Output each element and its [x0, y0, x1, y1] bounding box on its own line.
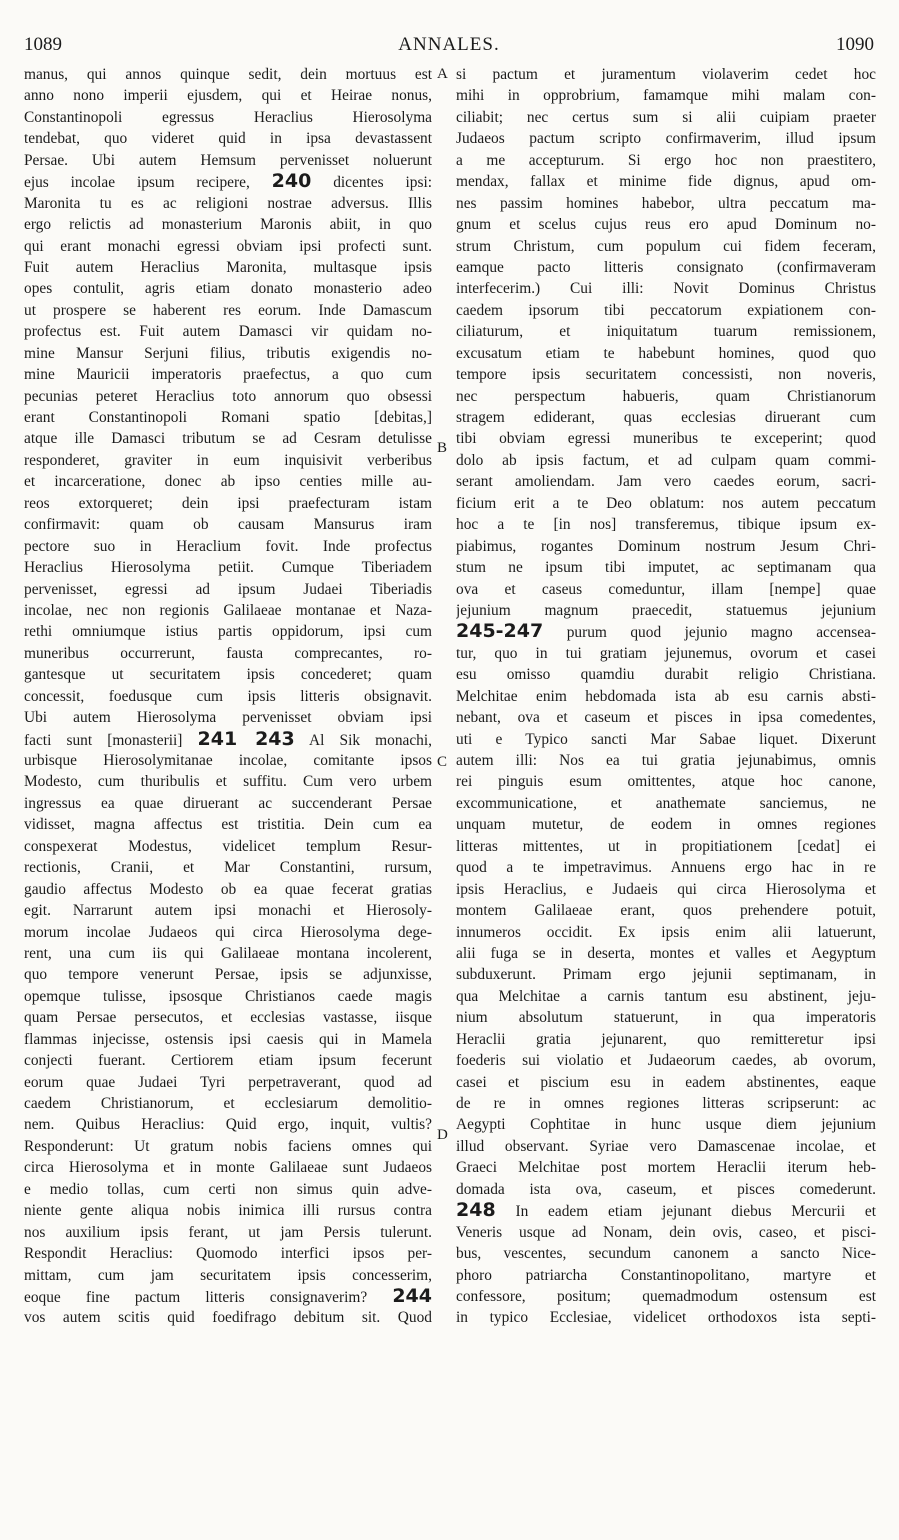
text-line: gantesque ut securitatem ipsis concederet; quam [24, 666, 432, 684]
text-line: confessore, positum; quemadmodum ostensum est [456, 1287, 876, 1305]
text-line: 245-247 purum quod jejunio magno accensea- [456, 620, 876, 643]
text-line: ova et caseus comeduntur, illam [nempe] quae [456, 580, 876, 598]
text-line: ejus incolae ipsum recipere, 240 dicentes ipsi: [24, 170, 432, 193]
text-line: Melchitae enim hebdomada ista ab esu carnis absti- [456, 687, 876, 705]
text-line: eorum quae Judaei Tyri perpetraverant, quod ad [24, 1073, 432, 1091]
text-line: litteras mittentes, ut in propitiationem [cedat] ei [456, 837, 876, 855]
page-number-right: 1090 [836, 34, 874, 55]
text-line: urbisque Hierosolymitanae incolae, comitante ipsos [24, 752, 432, 769]
text-line: conjecti fuerant. Certiorem etiam ipsum fecerunt [24, 1052, 432, 1070]
text-line: egit. Narrarunt autem ipsi monachi et Hierosoly- [24, 902, 432, 920]
text-line: innumeros occidit. Ex ipsis enim alii latuerunt, [456, 923, 876, 941]
text-line: nec perspectum habueris, quam Christianorum [456, 387, 876, 405]
section-number: 244 [392, 1284, 432, 1307]
text-line: tur, quo in tui gratiam jejunemus, ovorum et casei [456, 644, 876, 662]
section-number: 245-247 [456, 620, 544, 643]
text-line: domada ista ova, caseum, et pisces comederunt. [456, 1180, 876, 1198]
text-line: ergo relictis ad monasterium Maronis abiit, in quo [24, 216, 432, 234]
text-line: interfecerim.) Cui illi: Novit Dominus Christus [456, 280, 876, 298]
text-line: nos auxilium ipsis ferant, ut jam Persis tulerunt. [24, 1223, 432, 1241]
running-header [24, 34, 874, 60]
text-line: piabimus, rogantes Dominum nostrum Jesum Chri- [456, 537, 876, 555]
text-line: serant amoliendam. Jam vero caedes eorum, sacri- [456, 473, 876, 491]
text-line: responderet, graviter in eum inquisivit verberibus [24, 451, 432, 469]
text-line: pecunias peteret Heraclius toto annorum quo obsessi [24, 387, 432, 405]
text-line: mine Mauricii imperatoris praefectus, a quo cum [24, 366, 432, 384]
margin-letter-b: B [437, 440, 448, 456]
text-line: Persae. Ubi autem Hemsum pervenisset noluerunt [24, 151, 432, 169]
text-line: in typico Ecclesiae, videlicet orthodoxos ista septi- [456, 1309, 876, 1327]
text-line: eoque fine pactum litteris consignaverim? 244 [24, 1284, 432, 1307]
text-line: Maronita tu es ac religioni nostrae adversus. Illis [24, 194, 432, 212]
text-line: excusatum etiam te habebunt homines, quod quo [456, 344, 876, 362]
text-line: jejunium magnum praecedit, statuemus jejunium [456, 601, 876, 619]
text-line: flammas injecisse, ostensis ipsi caesis qui in Mamela [24, 1030, 432, 1048]
text-line: nes passim homines habebor, ultra peccatum ma- [456, 194, 876, 212]
text-line: qua Melchitae a carnis tantum esu abstinent, jeju- [456, 987, 876, 1005]
text-line: phoro patriarcha Constantinopolitano, martyre et [456, 1266, 876, 1284]
text-line: tendebat, quo videret quid in ipsa devastassent [24, 130, 432, 148]
text-line: morum incolae Judaeos qui circa Hierosolyma dege- [24, 923, 432, 941]
text-line: autem illi: Nos ea tui gratia jejunabimus, omnis [456, 752, 876, 769]
text-line: caedem Christianorum, et ecclesiarum demolitio- [24, 1095, 432, 1112]
text-line: 248 In eadem etiam jejunant diebus Mercurii et [456, 1199, 876, 1222]
text-line: mittam, cum jam securitatem ipsis concesserim, [24, 1266, 432, 1284]
text-line: erant Constantinopoli Romani spatio [debitas,] [24, 409, 432, 426]
text-line: nium absolutum statuerunt, in qua imperatoris [456, 1009, 876, 1027]
text-line: confirmavit: quam ob causam Mansurus iram [24, 516, 432, 534]
text-line: caedem ipsorum tibi peccatorum expiationem con- [456, 301, 876, 319]
text-line: Graeci Melchitae post mortem Heraclii iterum heb- [456, 1159, 876, 1177]
text-line: gnum et scelus cujus reus ero apud Dominum no- [456, 216, 876, 234]
text-line: quod a te impetravimus. Annuens ergo hac in re [456, 859, 876, 877]
text-line: ficium erit a te Deo oblatum: nos autem peccatum [456, 494, 876, 512]
text-line: quam Persae persecutos, et ecclesias vastasse, iisque [24, 1009, 432, 1027]
text-line: facti sunt [monasterii] 241 243 Al Sik monachi, [24, 727, 432, 750]
text-line: muneribus occurrerunt, fausta comprecantes, ro- [24, 644, 432, 662]
text-line: subduxerunt. Primam ergo jejunii septimanam, in [456, 966, 876, 984]
text-line: uti e Typico sancti Mar Sabae liquet. Dixerunt [456, 730, 876, 748]
text-line: Responderunt: Ut gratum nobis faciens omnes qui [24, 1137, 432, 1155]
text-line: unquam mutetur, de eodem in omnes regiones [456, 816, 876, 834]
text-line: qui erant monachi egressi obviam ipsi profecti sunt. [24, 237, 432, 255]
text-line: pervenisset, egressi ad ipsum Judaei Tiberiadis [24, 580, 432, 598]
text-line: tibi obviam egressi muneribus te exceperint; quod [456, 430, 876, 448]
text-line: Constantinopoli egressus Heraclius Hierosolyma [24, 108, 432, 126]
text-line: manus, qui annos quinque sedit, dein mortuus est [24, 66, 432, 83]
text-line: si pactum et juramentum violaverim cedet hoc [456, 66, 876, 83]
text-line: rent, una cum iis qui Galilaeae montana incolerent, [24, 944, 432, 962]
text-line: a me accepturum. Si ergo hoc non praestitero, [456, 151, 876, 169]
text-line: Ubi autem Hierosolyma pervenisset obviam ipsi [24, 709, 432, 727]
margin-letter-d: D [437, 1127, 448, 1143]
text-line: Fuit autem Heraclius Maronita, multasque ipsis [24, 258, 432, 276]
text-line: mendax, fallax et minime fide dignus, apud om- [456, 173, 876, 191]
text-line: ut prospere se haberent res eorum. Inde Damascum [24, 301, 432, 319]
text-line: e medio tollas, cum certi non simus quin adve- [24, 1180, 432, 1198]
text-line: illud observant. Syriae vero Damascenae incolae, et [456, 1137, 876, 1155]
running-title: ANNALES. [398, 34, 500, 55]
text-line: stragem ediderant, quas ecclesias diruerant cum [456, 409, 876, 426]
text-line: concessit, foedusque cum ipsis litteris obsignavit. [24, 687, 432, 705]
text-line: Modesto, cum thuribulis et suffitu. Cum vero urbem [24, 773, 432, 791]
text-line: Veneris usque ad Nonam, dein ovis, caseo, et pisci- [456, 1223, 876, 1241]
left-column [24, 64, 432, 1329]
text-line: nebant, ova et caseum et pisces in ipsa comedentes, [456, 709, 876, 727]
text-line: ciliabit; nec certus sum si alii cuipiam praeter [456, 108, 876, 126]
text-line: ciliaturum, et iniquitatum tuarum remissionem, [456, 323, 876, 341]
text-line: strum Christum, cum populum cui fidem feceram, [456, 237, 876, 255]
text-line: stum ne ipsum tibi imputet, ac septimanam qua [456, 559, 876, 577]
text-line: Aegypti Cophtitae in hunc usque diem jejunium [456, 1116, 876, 1134]
text-line: atque ille Damasci tributum se ad Cesram detulisse [24, 430, 432, 448]
text-line: tempore ipsis securitatem concessisti, non noveris, [456, 366, 876, 384]
section-number: 240 [271, 170, 312, 193]
text-line: circa Hierosolyma et in monte Galilaeae sunt Judaeos [24, 1159, 432, 1177]
margin-letter-c: C [437, 754, 448, 770]
text-line: et incarceratione, donec ab ipso centies mille au- [24, 473, 432, 491]
text-line: pectore suo in Heraclium fovit. Inde profectus [24, 537, 432, 555]
text-line: niente gente aliqua nobis inimica illi rursus contra [24, 1202, 432, 1220]
text-line: incolae, nec non regionis Galilaeae montanae et Naza- [24, 601, 432, 619]
text-line: gaudio affectus Modesto ob ea quae fecerat gratias [24, 880, 432, 898]
text-line: Heraclii gratia jejunarent, quo remitteretur ipsi [456, 1030, 876, 1048]
text-line: vos autem scitis quid foedifrago debitum sit. Quod [24, 1309, 432, 1327]
text-line: foederis sui violatio et Judaeorum caedes, ab ovorum, [456, 1052, 876, 1070]
text-line: Respondit Heraclius: Quomodo interfici ipsos per- [24, 1245, 432, 1263]
text-line: de re in omnes regiones litteras scripserunt: ac [456, 1095, 876, 1112]
text-line: casei et piscium esu in eadem abstinentes, eaque [456, 1073, 876, 1091]
text-line: Heraclius Hierosolyma petiit. Cumque Tiberiadem [24, 559, 432, 577]
text-line: rethi omniumque istius partis oppidorum, ipsi cum [24, 623, 432, 641]
text-line: ingressus ea quae diruerant ac succenderant Persae [24, 794, 432, 812]
text-line: nem. Quibus Heraclius: Quid ergo, inquit, vultis? [24, 1116, 432, 1134]
page-number-left: 1089 [24, 34, 62, 55]
text-line: vidisset, magna affectus est tristitia. Dein cum ea [24, 816, 432, 834]
text-line: bus, vescentes, secundum canonem a sancto Nice- [456, 1245, 876, 1263]
text-line: mihi in opprobrium, famamque mihi malam con- [456, 87, 876, 105]
text-line: opemque tulisse, ipsosque Christianos caede magis [24, 987, 432, 1005]
text-line: mine Mansur Serjuni filius, tributis exigendis no- [24, 344, 432, 362]
section-number: 248 [456, 1199, 496, 1222]
text-line: ipsis Heraclius, e Judaeis qui circa Hierosolyma et [456, 880, 876, 898]
text-line: dolo ab ipsis factum, et ad culpam quam commi- [456, 451, 876, 469]
text-line: quo tempore venerunt Persae, ipsis se adjunxisse, [24, 966, 432, 984]
text-line: profectus est. Fuit autem Damasci vir quidam no- [24, 323, 432, 341]
margin-letter-a: A [437, 66, 448, 82]
text-line: anno nono imperii ejusdem, qui et Heirae nonus, [24, 87, 432, 105]
section-number: 241 243 [197, 727, 295, 750]
text-line: hoc a te [in nos] transferemus, tibique ipsum ex- [456, 516, 876, 534]
text-line: eamque pacto litteris consignato (confirmaveram [456, 258, 876, 276]
text-line: Judaeos pactum scripto confirmaverim, illud ipsum [456, 130, 876, 148]
text-line: opes contulit, agris etiam donato monasterio adeo [24, 280, 432, 298]
text-line: reos extorqueret; dein ipsi praefecturam istam [24, 494, 432, 512]
right-column [456, 64, 876, 1329]
text-line: conspexerat Modestus, videlicet templum Resur- [24, 837, 432, 855]
text-line: alii fuga se in deserta, montes et valles et Aegyptum [456, 944, 876, 962]
text-line: excommunicatione, et anathemate sanciemus, ne [456, 794, 876, 812]
text-line: montem Galilaeae erant, quos prehendere potuit, [456, 902, 876, 920]
text-line: rei pinguis esum omittentes, atque hoc canone, [456, 773, 876, 791]
text-line: esu omisso quamdiu durabit religio Christiana. [456, 666, 876, 684]
text-line: rectionis, Cranii, et Mar Constantini, rursum, [24, 859, 432, 877]
